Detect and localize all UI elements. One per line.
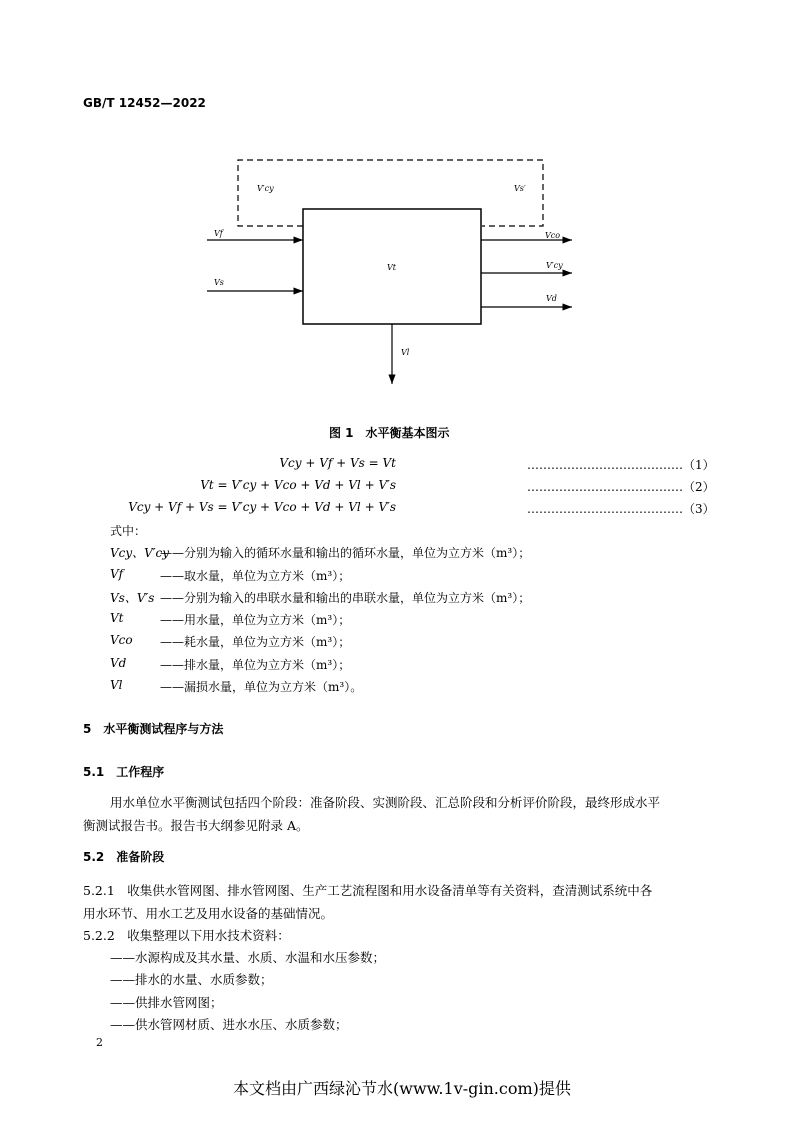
- list-item: ——供排水管网图；: [110, 995, 223, 1010]
- footer-source-note: 本文档由广西绿沁节水(www.1v-gin.com)提供: [233, 1079, 571, 1098]
- label-vcy-in: V′cy: [257, 184, 274, 193]
- legend-description: ——用水量，单位为立方米（m³）；: [160, 613, 351, 627]
- section-5-1-heading: 5.1 工作程序: [83, 765, 165, 779]
- equation-1-number: …………………………………（1）: [527, 458, 715, 472]
- label-vl: Vl: [401, 348, 410, 357]
- label-vs-in: Vs: [214, 278, 224, 287]
- legend-description: ——取水量，单位为立方米（m³）；: [160, 569, 351, 583]
- legend-symbol: Vt: [110, 611, 124, 625]
- legend-description: ——排水量，单位为立方米（m³）；: [160, 658, 351, 672]
- legend-symbol: Vf: [110, 567, 124, 581]
- standard-number: GB/T 12452—2022: [83, 96, 206, 110]
- equation-1: Vcy + Vf + Vs = Vt: [279, 456, 396, 470]
- legend-symbol: Vco: [110, 633, 133, 647]
- legend-description: ——漏损水量，单位为立方米（m³）。: [160, 680, 363, 694]
- paragraph-line: 5.2.1 收集供水管网图、排水管网图、生产工艺流程图和用水设备清单等有关资料，查清测试系统中各: [83, 883, 653, 898]
- list-item: ——排水的水量、水质参数；: [110, 972, 273, 987]
- paragraph-line: 5.2.2 收集整理以下用水技术资料：: [83, 928, 290, 943]
- paragraph-line: 衡测试报告书。报告书大纲参见附录 A。: [83, 818, 309, 833]
- label-vcy-out: V′cy: [546, 261, 563, 270]
- paragraph-line: 用水单位水平衡测试包括四个阶段：准备阶段、实测阶段、汇总阶段和分析评价阶段，最终形成水平: [110, 795, 661, 810]
- legend-description: ——耗水量，单位为立方米（m³）；: [160, 635, 351, 649]
- page-number: 2: [96, 1036, 103, 1049]
- label-vt: Vt: [387, 263, 396, 272]
- list-item: ——水源构成及其水量、水质、水温和水压参数；: [110, 950, 386, 965]
- figure-caption: 图 1 水平衡基本图示: [329, 426, 450, 440]
- legend-symbol: Vd: [110, 656, 127, 670]
- legend-symbol: Vl: [110, 678, 123, 692]
- equation-2-number: …………………………………（2）: [527, 480, 715, 494]
- equation-3-number: …………………………………（3）: [527, 502, 715, 516]
- list-item: ——供水管网材质、进水水压、水质参数；: [110, 1017, 348, 1032]
- section-5-heading: 5 水平衡测试程序与方法: [83, 722, 224, 736]
- label-vco: Vco: [545, 231, 561, 240]
- legend-description: ——分别为输入的串联水量和输出的串联水量，单位为立方米（m³）；: [160, 591, 531, 605]
- water-balance-diagram: [0, 0, 793, 400]
- legend-symbol: Vcy、V′cy: [110, 546, 170, 560]
- label-vs-out: Vs′: [514, 184, 526, 193]
- label-vf: Vf: [214, 229, 223, 238]
- equation-3: Vcy + Vf + Vs = V′cy + Vco + Vd + Vl + V′s: [128, 500, 396, 514]
- paragraph-line: 用水环节、用水工艺及用水设备的基础情况。: [83, 906, 334, 921]
- legend-description: ——分别为输入的循环水量和输出的循环水量，单位为立方米（m³）；: [160, 546, 531, 560]
- label-vd: Vd: [546, 294, 557, 303]
- section-5-2-heading: 5.2 准备阶段: [83, 850, 165, 864]
- legend-symbol: Vs、V′s: [110, 591, 155, 605]
- legend-title: 式中：: [110, 524, 147, 538]
- equation-2: Vt = V′cy + Vco + Vd + Vl + V′s: [200, 478, 396, 492]
